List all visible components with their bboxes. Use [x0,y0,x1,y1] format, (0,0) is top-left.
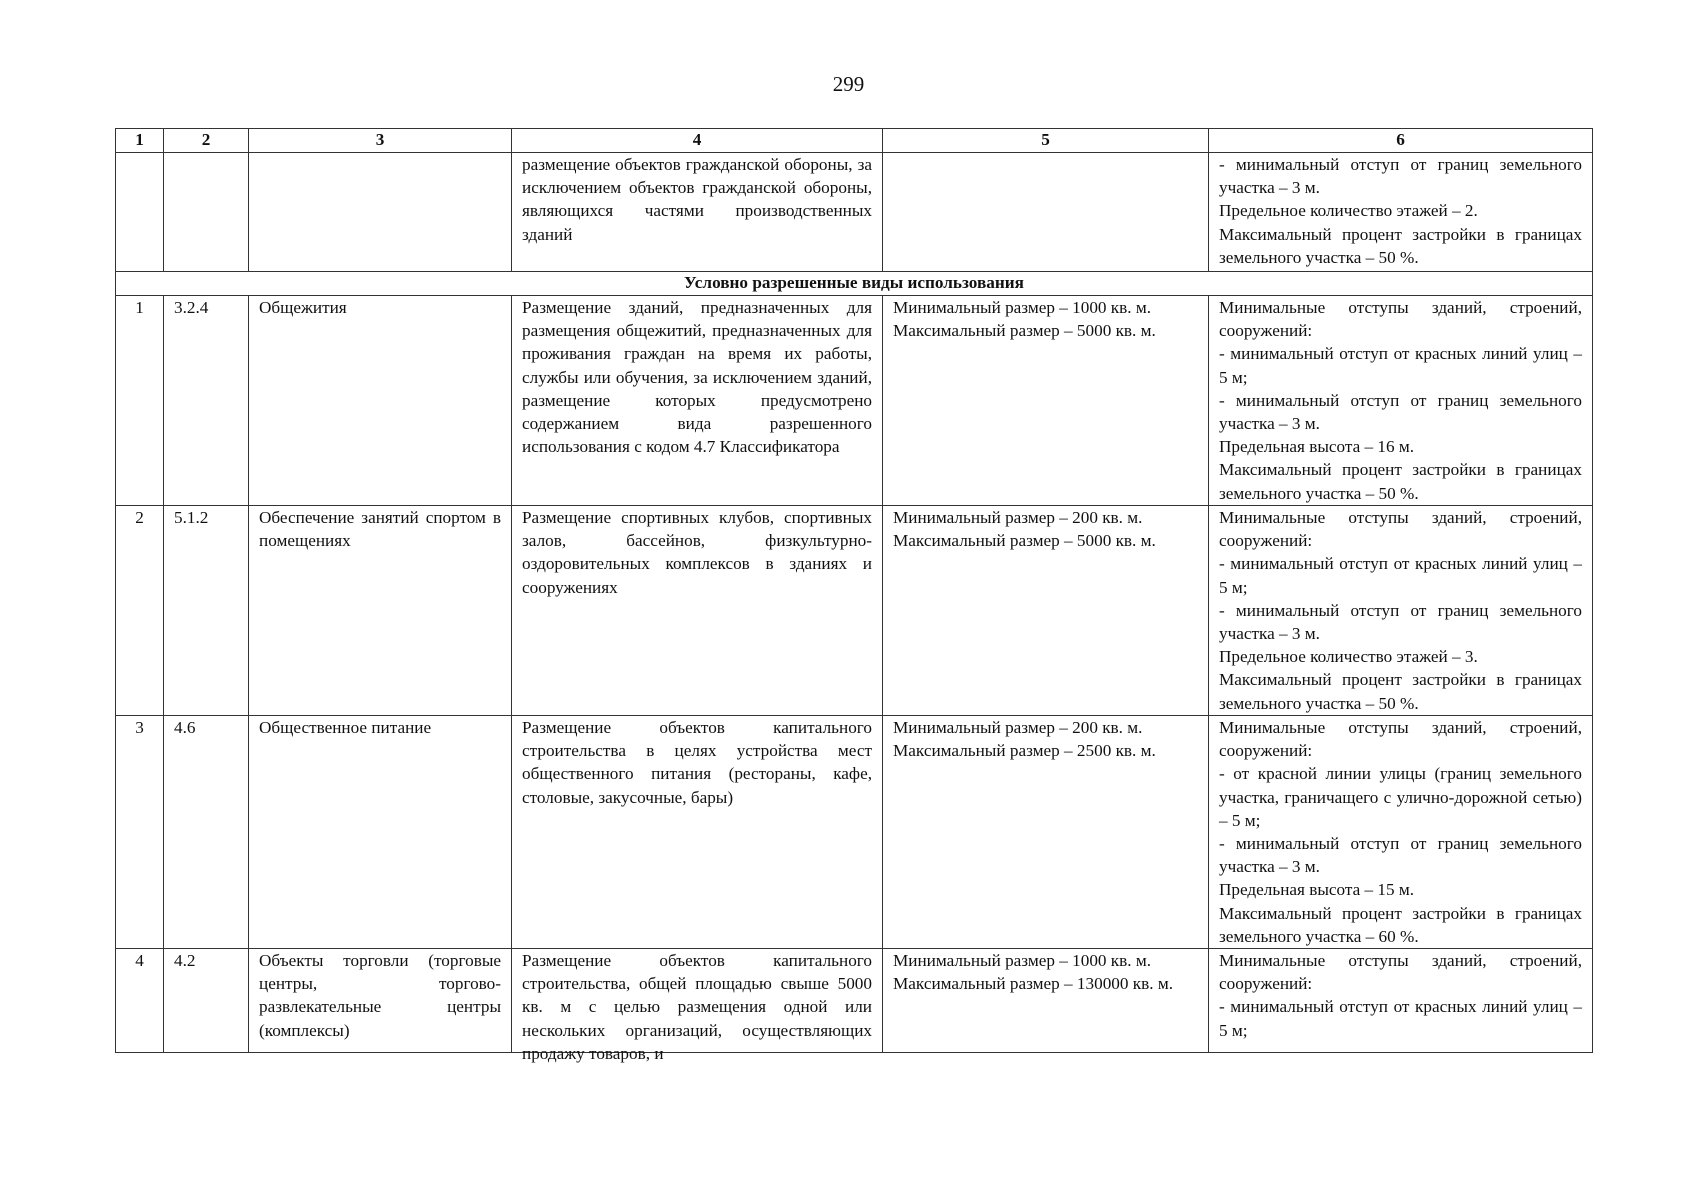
column-header: 3 [249,129,512,153]
description-cell: размещение объектов гражданской обороны, за исключением объектов гражданской обороны, являющихся частями производственных зданий [512,153,883,272]
size-line: Максимальный размер – 5000 кв. м. [893,531,1156,551]
parameter-line: Максимальный процент застройки в границах земельного участка – 50 %. [1219,224,1582,267]
parameter-line: Предельное количество этажей – 2. [1219,201,1478,221]
parameter-line: - минимальный отступ от красных линий улиц – 5 м; [1219,554,1582,597]
row-number: 2 [116,506,164,716]
parameters-cell [1209,153,1593,272]
use-name: Общежития [249,296,512,506]
size-cell [883,716,1209,949]
size-cell [883,506,1209,716]
row-number: 3 [116,716,164,949]
parameter-line: - минимальный отступ от границ земельного участка – 3 м. [1219,155,1582,198]
parameter-line: Предельная высота – 15 м. [1219,880,1415,900]
size-cell [883,949,1209,1053]
section-header-row [116,272,1593,296]
parameter-line: Минимальные отступы зданий, строений, сооружений: [1219,298,1582,341]
size-line: Минимальный размер – 1000 кв. м. [893,951,1152,970]
column-header: 1 [116,129,164,153]
parameter-line: Предельное количество этажей – 3. [1219,647,1478,667]
parameter-line: Минимальные отступы зданий, строений, сооружений: [1219,508,1582,551]
parameters-cell [1209,296,1593,506]
size-line: Максимальный размер – 5000 кв. м. [893,321,1156,341]
description-cell: Размещение объектов капитального строительства в целях устройства мест общественного питания (рестораны, кафе, столовые, закусочные, бары) [512,716,883,949]
parameters-cell [1209,506,1593,716]
table-cell [883,153,1209,272]
size-line: Максимальный размер – 130000 кв. м. [893,974,1174,994]
use-code: 5.1.2 [164,506,249,716]
parameter-line: - минимальный отступ от красных линий улиц – 5 м; [1219,997,1582,1040]
size-line: Минимальный размер – 200 кв. м. [893,508,1143,527]
use-name: Объекты торговли (торговые центры, торгово-развлекательные центры (комплексы) [249,949,512,1053]
row-number: 1 [116,296,164,506]
table-row [116,296,1593,506]
use-name: Общественное питание [249,716,512,949]
parameter-line: - от красной линии улицы (границ земельного участка, граничащего с улично-дорожной сетью) – 5 м; [1219,764,1582,830]
column-header: 5 [883,129,1209,153]
parameter-line: Предельная высота – 16 м. [1219,437,1415,457]
use-name: Обеспечение занятий спортом в помещениях [249,506,512,716]
parameter-line: - минимальный отступ от границ земельного участка – 3 м. [1219,834,1582,877]
table-cell [116,153,164,272]
column-header: 6 [1209,129,1593,153]
parameter-line: Максимальный процент застройки в границах земельного участка – 60 %. [1219,903,1582,946]
row-number: 4 [116,949,164,1053]
use-code: 4.2 [164,949,249,1053]
description-cell: Размещение спортивных клубов, спортивных залов, бассейнов, физкультурно-оздоровительных комплексов в зданиях и сооружениях [512,506,883,716]
parameter-line: - минимальный отступ от границ земельного участка – 3 м. [1219,600,1582,644]
parameters-cell [1209,716,1593,949]
table-row [116,949,1593,1053]
table-cell [249,153,512,272]
description-cell: Размещение объектов капитального строительства, общей площадью свыше 5000 кв. м с целью размещения одной или нескольких организаций, осуществляющих продажу товаров, и [512,949,883,1053]
use-code: 3.2.4 [164,296,249,506]
parameter-line: Максимальный процент застройки в границах земельного участка – 50 %. [1219,670,1582,713]
parameter-line: - минимальный отступ от границ земельного участка – 3 м. [1219,390,1582,434]
parameters-cell [1209,949,1593,1053]
parameter-line: - минимальный отступ от красных линий улиц – 5 м; [1219,344,1582,387]
table-cell [164,153,249,272]
page-number: 299 [832,72,865,96]
size-line: Максимальный размер – 2500 кв. м. [893,741,1156,761]
use-code: 4.6 [164,716,249,949]
size-cell [883,296,1209,506]
parameter-line: Минимальные отступы зданий, строений, сооружений: [1219,718,1582,761]
size-line: Минимальный размер – 200 кв. м. [893,718,1143,737]
continuation-row [116,153,1593,272]
description-cell: Размещение зданий, предназначенных для размещения общежитий, предназначенных для проживания граждан на время их работы, службы или обучения, за исключением зданий, размещение которых предусмотрено содержанием вида разрешенного использования с кодом 4.7 Классификатора [512,296,883,506]
size-line: Минимальный размер – 1000 кв. м. [893,298,1152,317]
table-row [116,506,1593,716]
parameter-line: Минимальные отступы зданий, строений, сооружений: [1219,951,1582,994]
column-header: 2 [164,129,249,153]
section-title: Условно разрешенные виды использования [116,272,1593,296]
column-header: 4 [512,129,883,153]
table-row [116,716,1593,949]
regulations-table [115,128,1593,1063]
column-number-header-row [116,129,1593,153]
parameter-line: Максимальный процент застройки в границах земельного участка – 50 %. [1219,460,1582,503]
